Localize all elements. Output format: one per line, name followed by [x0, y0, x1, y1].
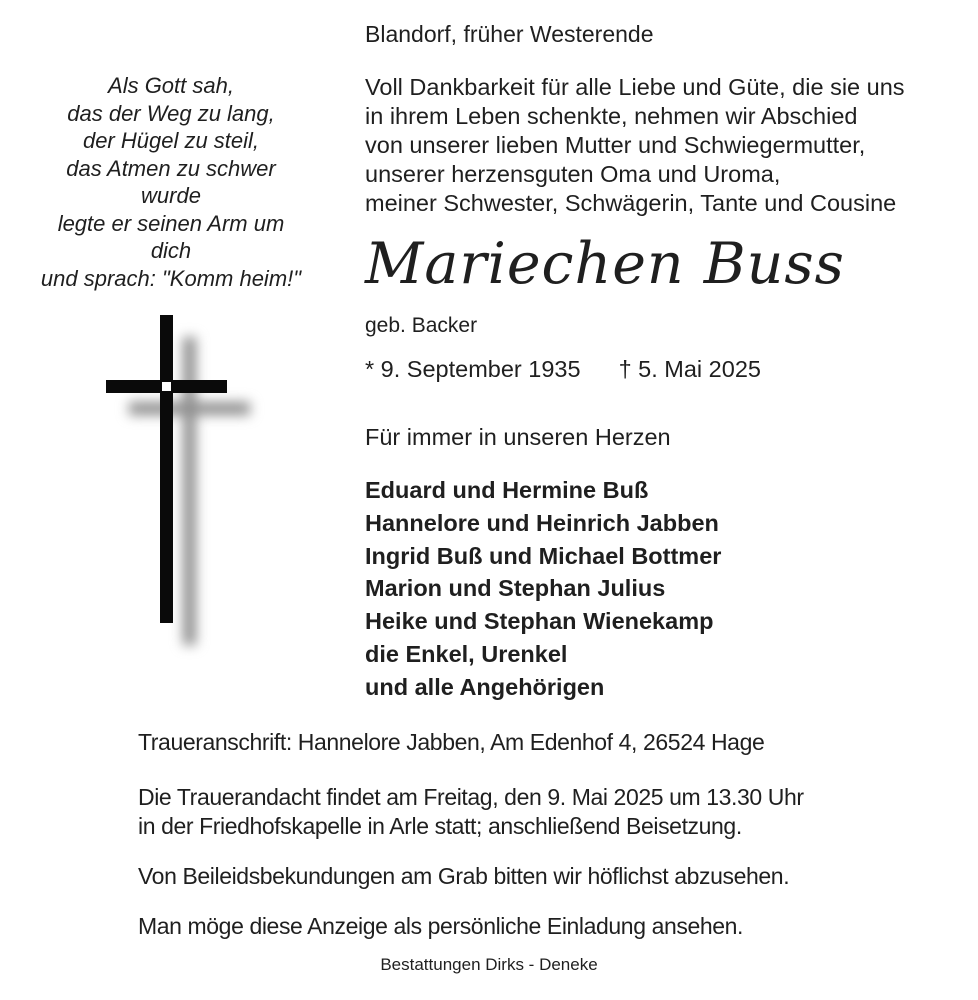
deceased-name: Mariechen Buss — [365, 231, 845, 297]
poem-line: der Hügel zu steil, — [82, 128, 260, 153]
mourner-line: Ingrid Buß und Michael Bottmer — [365, 542, 722, 569]
cross-icon — [106, 315, 266, 655]
mourner-line: Marion und Stephan Julius — [365, 575, 666, 602]
birth-date: * 9. September 1935 — [365, 356, 581, 382]
mourner-line: die Enkel, Urenkel — [365, 640, 568, 667]
service-info — [138, 783, 804, 841]
funeral-home-name: Bestattungen Dirks - Deneke — [380, 955, 598, 974]
mourner-line: und alle Angehörigen — [365, 673, 605, 700]
poem-line: Als Gott sah, — [108, 73, 234, 98]
poem-line: und sprach: "Komm heim!" — [40, 265, 302, 291]
intro-line: Voll Dankbarkeit für alle Liebe und Güte, die sie uns — [365, 74, 905, 100]
intro-line: von unserer lieben Mutter und Schwiegermutter, — [365, 132, 866, 158]
condolence-note: Von Beileidsbekundungen am Grab bitten wir höflichst abzusehen. — [138, 863, 790, 889]
mourner-line: Hannelore und Heinrich Jabben — [365, 509, 719, 536]
mourner-line: Heike und Stephan Wienekamp — [365, 608, 714, 635]
intro-line: meiner Schwester, Schwägerin, Tante und Cousine — [365, 190, 897, 216]
maiden-name: geb. Backer — [365, 314, 478, 337]
intro-text — [365, 73, 905, 218]
poem-line: das Atmen zu schwer wurde — [66, 155, 276, 208]
mourners-list — [365, 474, 721, 704]
mourning-address: Traueranschrift: Hannelore Jabben, Am Edenhof 4, 26524 Hage — [138, 729, 765, 755]
invitation-note: Man möge diese Anzeige als persönliche Einladung ansehen. — [138, 913, 744, 939]
death-date: † 5. Mai 2025 — [618, 356, 761, 382]
intro-line: in ihrem Leben schenkte, nehmen wir Abschied — [365, 103, 858, 129]
service-line: Die Trauerandacht findet am Freitag, den 9. Mai 2025 um 13.30 Uhr — [138, 784, 804, 810]
cross-shape — [106, 315, 266, 655]
poem-line: das der Weg zu lang, — [67, 100, 275, 126]
life-dates — [365, 356, 761, 383]
cross-center-dot — [162, 382, 171, 391]
memorial-poem — [36, 72, 306, 292]
service-line: in der Friedhofskapelle in Arle statt; anschließend Beisetzung. — [138, 813, 742, 839]
intro-line: unserer herzensguten Oma und Uroma, — [365, 161, 781, 187]
remembrance-line: Für immer in unseren Herzen — [365, 424, 671, 450]
mourner-line: Eduard und Hermine Buß — [365, 477, 649, 503]
place-line: Blandorf, früher Westerende — [365, 21, 654, 47]
poem-line: legte er seinen Arm um dich — [57, 210, 285, 263]
